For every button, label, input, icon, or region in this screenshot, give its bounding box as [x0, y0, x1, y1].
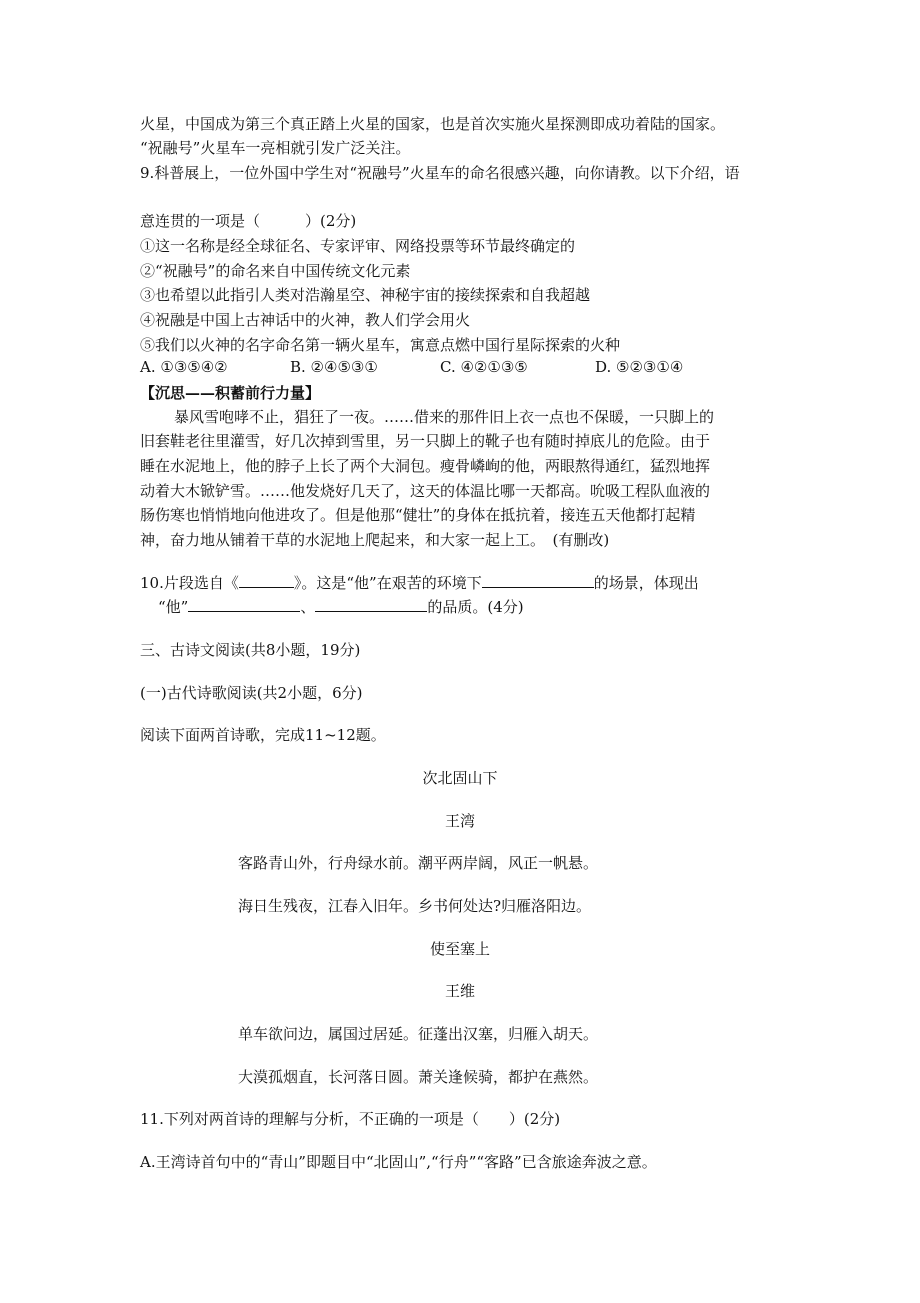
q10-text-4: “他” — [158, 598, 189, 616]
passage-line-3: 睡在水泥地上，他的脖子上长了两个大洞包。瘦骨嶙峋的他，两眼熬得通红，猛烈地挥 — [140, 457, 711, 475]
sentence-2: ②“祝融号”的命名来自中国传统文化元素 — [140, 262, 411, 280]
q10-blank-scene[interactable] — [482, 573, 594, 588]
poem-2-line-2: 大漠孤烟直，长河落日圆。萧关逢候骑，都护在燕然。 — [238, 1068, 599, 1086]
passage-line-5: 肠伤寒也悄悄地向他进攻了。但是他那“健壮”的身体在抵抗着，接连五天他都打起精 — [140, 506, 696, 524]
question-11-option-a: A.王湾诗首句中的“青山”即题目中“北固山”,“行舟”“客路”已含旅途奔波之意。 — [140, 1153, 657, 1171]
q10-text-1: 10.片段选自《 — [140, 574, 239, 592]
q10-text-5: 、 — [300, 598, 316, 616]
passage-line-1: 暴风雪咆哮不止，猖狂了一夜。……借来的那件旧上衣一点也不保暖，一只脚上的 — [174, 408, 715, 426]
q10-blank-quality-2[interactable] — [315, 597, 427, 612]
section-heading: 【沉思——积蓄前行力量】 — [140, 384, 321, 402]
line-intro-2: “祝融号”火星车一亮相就引发广泛关注。 — [140, 139, 411, 157]
sentence-1: ①这一名称是经全球征名、专家评审、网络投票等环节最终确定的 — [140, 237, 576, 255]
q10-blank-quality-1[interactable] — [188, 597, 300, 612]
q10-text-3: 的场景，体现出 — [593, 574, 699, 592]
option-d: D. ⑤②③①④ — [595, 358, 684, 376]
option-a: A. ①③⑤④② — [140, 358, 228, 376]
question-11-stem: 11.下列对两首诗的理解与分析，不正确的一项是（ ）(2分) — [140, 1110, 561, 1128]
passage-line-4: 动着大木锨铲雪。……他发烧好几天了，这天的体温比哪一天都高。吮吸工程队血液的 — [140, 482, 711, 500]
passage-line-6: 神，奋力地从铺着干草的水泥地上爬起来，和大家一起上工。 (有删改) — [140, 531, 610, 549]
sentence-5: ⑤我们以火神的名字命名第一辆火星车，寓意点燃中国行星际探索的火种 — [140, 336, 621, 354]
sentence-4: ④祝融是中国上古神话中的火神，教人们学会用火 — [140, 311, 471, 329]
passage-line-2: 旧套鞋老往里灌雪，好几次掉到雪里，另一只脚上的靴子也有随时掉底儿的危险。由于 — [140, 432, 711, 450]
option-c: C. ④②①③⑤ — [440, 358, 528, 376]
poem-2-author: 王维 — [444, 982, 475, 1000]
poem-1-author: 王湾 — [444, 812, 475, 830]
section-3-heading: 三、古诗文阅读(共8小题，19分) — [140, 641, 361, 659]
q10-text-2: 》。这是“他”在艰苦的环境下 — [293, 574, 482, 592]
question-9-stem: 9.科普展上，一位外国中学生对“祝融号”火星车的命名很感兴趣，向你请教。以下介绍，语 — [140, 164, 740, 182]
question-10-line-1 — [140, 572, 699, 593]
poem-1-title: 次北固山下 — [422, 769, 498, 787]
q10-text-6: 的品质。(4分) — [427, 598, 524, 616]
line-intro-1: 火星，中国成为第三个真正踏上火星的国家，也是首次实施火星探测即成功着陆的国家。 — [140, 115, 726, 133]
poem-1-line-2: 海日生残夜，江春入旧年。乡书何处达?归雁洛阳边。 — [238, 897, 592, 915]
question-10-line-2 — [158, 596, 524, 617]
reading-instruction: 阅读下面两首诗歌，完成11~12题。 — [140, 726, 386, 744]
poem-1-line-1: 客路青山外，行舟绿水前。潮平两岸阔，风正一帆悬。 — [238, 854, 599, 872]
poem-2-line-1: 单车欲问边，属国过居延。征蓬出汉塞，归雁入胡天。 — [238, 1025, 599, 1043]
question-9-stem-cont: 意连贯的一项是（ ）(2分) — [140, 212, 357, 230]
sentence-3: ③也希望以此指引人类对浩瀚星空、神秘宇宙的接续探索和自我超越 — [140, 286, 591, 304]
q10-blank-book[interactable] — [239, 573, 294, 588]
poem-2-title: 使至塞上 — [429, 940, 490, 958]
section-3-1-heading: (一)古代诗歌阅读(共2小题，6分) — [140, 684, 363, 702]
option-b: B. ②④⑤③① — [290, 358, 378, 376]
